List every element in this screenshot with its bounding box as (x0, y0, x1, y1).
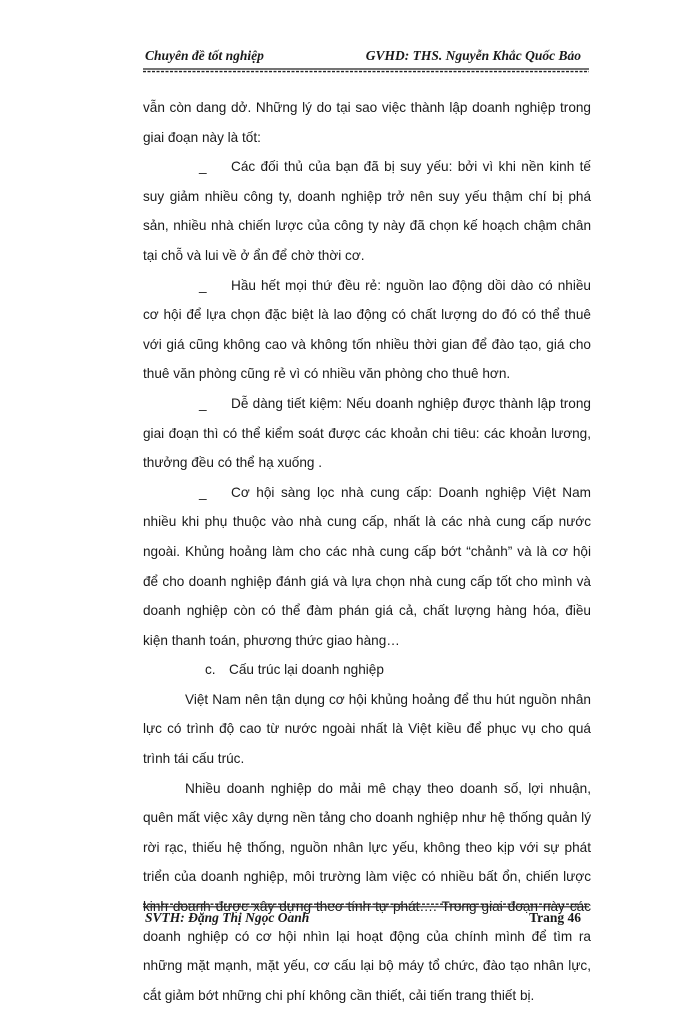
bullet-item (143, 478, 591, 656)
bullet-item (143, 389, 591, 478)
header-advisor: GVHD: THS. Nguyễn Khắc Quốc Bảo (365, 48, 581, 63)
bullet-text: Các đối thủ của bạn đã bị suy yếu: bởi vì khi nền kinh tế suy giảm nhiều công ty, doanh nghiệp trở nên suy yếu thậm chí bị phá sản, nhiều nhà chiến lược của công ty này đã chọn kế hoạch chậm chân tại chỗ và lui về ở ẩn để chờ thời cơ. (143, 159, 591, 263)
page-number: Trang 46 (529, 910, 581, 925)
page-body (143, 93, 591, 1010)
bullet-item (143, 152, 591, 270)
paragraph-intro: vẫn còn dang dở. Những lý do tại sao việc thành lập doanh nghiệp trong giai đoạn này là tốt: (143, 100, 591, 145)
page-footer (143, 908, 589, 928)
paragraph: Nhiều doanh nghiệp do mải mê chạy theo doanh số, lợi nhuận, quên mất việc xây dựng nền tảng cho doanh nghiệp như hệ thống quản lý rời rạc, thiếu hệ thống, nguồn nhân lực yếu, không theo kịp với sự phát triển của doanh nghiệp, môi trường làm việc có nhiều bất ổn, chiến lược kinh doanh được xây dựng theo tính tự phát…. Trong giai đoạn này các doanh nghiệp có cơ hội nhìn lại hoạt động của chính mình để tìm ra những mặt mạnh, mặt yếu, cơ cấu lại bộ máy tổ chức, đào tạo nhân lực, cắt giảm bớt những chi phí không cần thiết, cải tiến trang thiết bị. (143, 780, 591, 1003)
header-thesis-title: Chuyên đề tốt nghiệp (145, 48, 264, 63)
bullet-dash: _ (199, 395, 207, 411)
bullet-text: Dễ dàng tiết kiệm: Nếu doanh nghiệp được thành lập trong giai đoạn thì có thể kiểm soát được các khoản chi tiêu: các khoản lương, thưởng đều có thể hạ xuống . (143, 395, 591, 471)
section-title: Cấu trúc lại doanh nghiệp (229, 662, 384, 678)
section-marker: c. (205, 662, 216, 678)
footer-student: SVTH: Đặng Thị Ngọc Oanh (145, 910, 310, 925)
header-divider (143, 68, 589, 73)
paragraph: Việt Nam nên tận dụng cơ hội khủng hoảng để thu hút nguồn nhân lực có trình độ cao từ nước ngoài nhất là Việt kiều để phục vụ cho quá trình tái cấu trúc. (143, 691, 591, 767)
bullet-text: Cơ hội sàng lọc nhà cung cấp: Doanh nghiệp Việt Nam nhiều khi phụ thuộc vào nhà cung cấp, nhất là các nhà cung cấp nước ngoài. Khủng hoảng làm cho các nhà cung cấp bớt “chảnh” và là cơ hội để cho doanh nghiệp đánh giá và lựa chọn nhà cung cấp tốt cho mình và doanh nghiệp còn có thể đàm phán giá cả, chất lượng hàng hóa, điều kiện thanh toán, phương thức giao hàng… (143, 484, 591, 648)
bullet-dash: _ (199, 159, 207, 175)
page-header (143, 46, 589, 66)
bullet-dash: _ (199, 484, 207, 500)
section-heading (143, 655, 591, 685)
bullet-dash: _ (199, 277, 207, 293)
bullet-item (143, 271, 591, 389)
bullet-text: Hầu hết mọi thứ đều rẻ: nguồn lao động dồi dào có nhiều cơ hội để lựa chọn đặc biệt là lao động có chất lượng do đó có thể thuê với giá cũng không cao và không tốn nhiều thời gian để đào tạo, giá cho thuê văn phòng cũng rẻ vì có nhiều văn phòng cho thuê hơn. (143, 277, 591, 382)
